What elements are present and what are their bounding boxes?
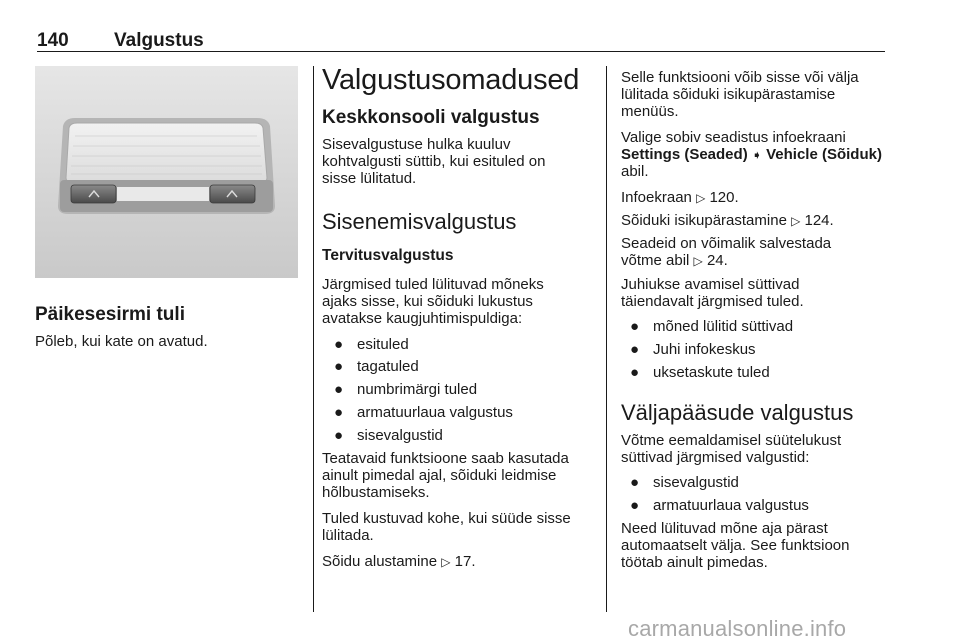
section-heading-console: Keskkonsooli valgustus	[322, 107, 540, 128]
outro-line: automaatselt välja. See funktsioon	[621, 537, 850, 554]
bullet-icon: ●	[334, 381, 344, 398]
bullet-icon: ●	[630, 341, 640, 358]
list-item: ● Juhi infokeskus	[630, 341, 756, 358]
welcome-intro-line: avatakse kaugjuhtimispuldiga:	[322, 310, 523, 327]
console-text-line: kohtvalgusti süttib, kui esituled on	[322, 153, 546, 170]
outro-line: Need lülituvad mõne aja pärast	[621, 520, 828, 537]
cross-reference[interactable]: Sõidu alustamine ▷ 17.	[322, 553, 476, 570]
list-item: ● numbrimärgi tuled	[334, 381, 478, 398]
list-item: ● armatuurlaua valgustus	[334, 404, 513, 421]
menu-vehicle: Vehicle (Sõiduk)	[766, 146, 882, 163]
outro-line: töötab ainult pimedas.	[621, 554, 768, 571]
list-item: ● uksetaskute tuled	[630, 364, 770, 381]
list-item: ● mõned lülitid süttivad	[630, 318, 794, 335]
save-line[interactable]: võtme abil ▷ 24.	[621, 252, 728, 269]
reference-arrow-icon: ▷	[696, 191, 706, 205]
bullet-icon: ●	[334, 358, 344, 375]
watermark: carmanualsonline.info	[628, 616, 847, 641]
select-setting-end: abil.	[621, 163, 649, 180]
right-intro-line: Selle funktsiooni võib sisse või välja	[621, 69, 859, 86]
page-header	[37, 30, 885, 52]
bullet-icon: ●	[630, 364, 640, 381]
right-intro-line: menüüs.	[621, 103, 679, 120]
bullet-icon: ●	[334, 427, 344, 444]
list-item: ● sisevalgustid	[630, 474, 739, 491]
chapter-title: Valgustusomadused	[322, 64, 580, 96]
select-setting-line: Valige sobiv seadistus infoekraani	[621, 129, 846, 146]
paragraph-line: lülitada.	[322, 527, 374, 544]
list-item: ● tagatuled	[334, 358, 419, 375]
section-heading-sunvisor: Päikesesirmi tuli	[35, 304, 185, 325]
bullet-icon: ●	[334, 336, 344, 353]
door-line: täiendavalt järgmised tuled.	[621, 293, 804, 310]
cross-reference[interactable]: Infoekraan ▷ 120.	[621, 189, 739, 206]
sunvisor-text: Põleb, kui kate on avatud.	[35, 333, 208, 350]
paragraph-line: hõlbustamiseks.	[322, 484, 430, 501]
welcome-intro-line: ajaks sisse, kui sõiduki lukustus	[322, 293, 533, 310]
menu-settings: Settings (Seaded)	[621, 146, 748, 163]
door-line: Juhiukse avamisel süttivad	[621, 276, 800, 293]
cross-reference[interactable]: Sõiduki isikupärastamine ▷ 124.	[621, 212, 834, 229]
overhead-console-photo	[35, 66, 298, 278]
welcome-intro-line: Järgmised tuled lülituvad mõneks	[322, 276, 544, 293]
list-item: ● sisevalgustid	[334, 427, 443, 444]
list-item: ● esituled	[334, 336, 409, 353]
paragraph-line: ainult pimedal ajal, sõiduki leidmise	[322, 467, 557, 484]
column-divider	[313, 66, 314, 612]
right-intro-line: lülitada sõiduki isikupärastamise	[621, 86, 836, 103]
subheading-welcome: Tervitusvalgustus	[322, 247, 454, 264]
bullet-icon: ●	[630, 497, 640, 514]
bullet-icon: ●	[630, 318, 640, 335]
column-divider	[606, 66, 607, 612]
reference-arrow-icon: ▷	[693, 254, 703, 268]
bullet-icon: ●	[334, 404, 344, 421]
paragraph-line: Tuled kustuvad kohe, kui süüde sisse	[322, 510, 571, 527]
section-heading-entry: Sisenemisvalgustus	[322, 209, 517, 234]
paragraph-line: Teatavaid funktsioone saab kasutada	[322, 450, 569, 467]
console-text-line: sisse lülitatud.	[322, 170, 417, 187]
list-item: ● armatuurlaua valgustus	[630, 497, 809, 514]
exit-intro-line: süttivad järgmised valgustid:	[621, 449, 810, 466]
save-line: Seadeid on võimalik salvestada	[621, 235, 832, 252]
header-title: Valgustus	[114, 30, 204, 51]
overhead-light-illustration	[35, 66, 298, 278]
reference-arrow-icon: ▷	[441, 555, 451, 569]
bullet-icon: ●	[630, 474, 640, 491]
exit-intro-line: Võtme eemaldamisel süütelukust	[621, 432, 842, 449]
menu-arrow-icon: ➧	[751, 148, 762, 162]
section-heading-exit: Väljapääsude valgustus	[621, 400, 854, 425]
console-text-line: Sisevalgustuse hulka kuuluv	[322, 136, 511, 153]
menu-path	[621, 146, 882, 164]
page-number: 140	[37, 30, 69, 51]
reference-arrow-icon: ▷	[791, 214, 801, 228]
